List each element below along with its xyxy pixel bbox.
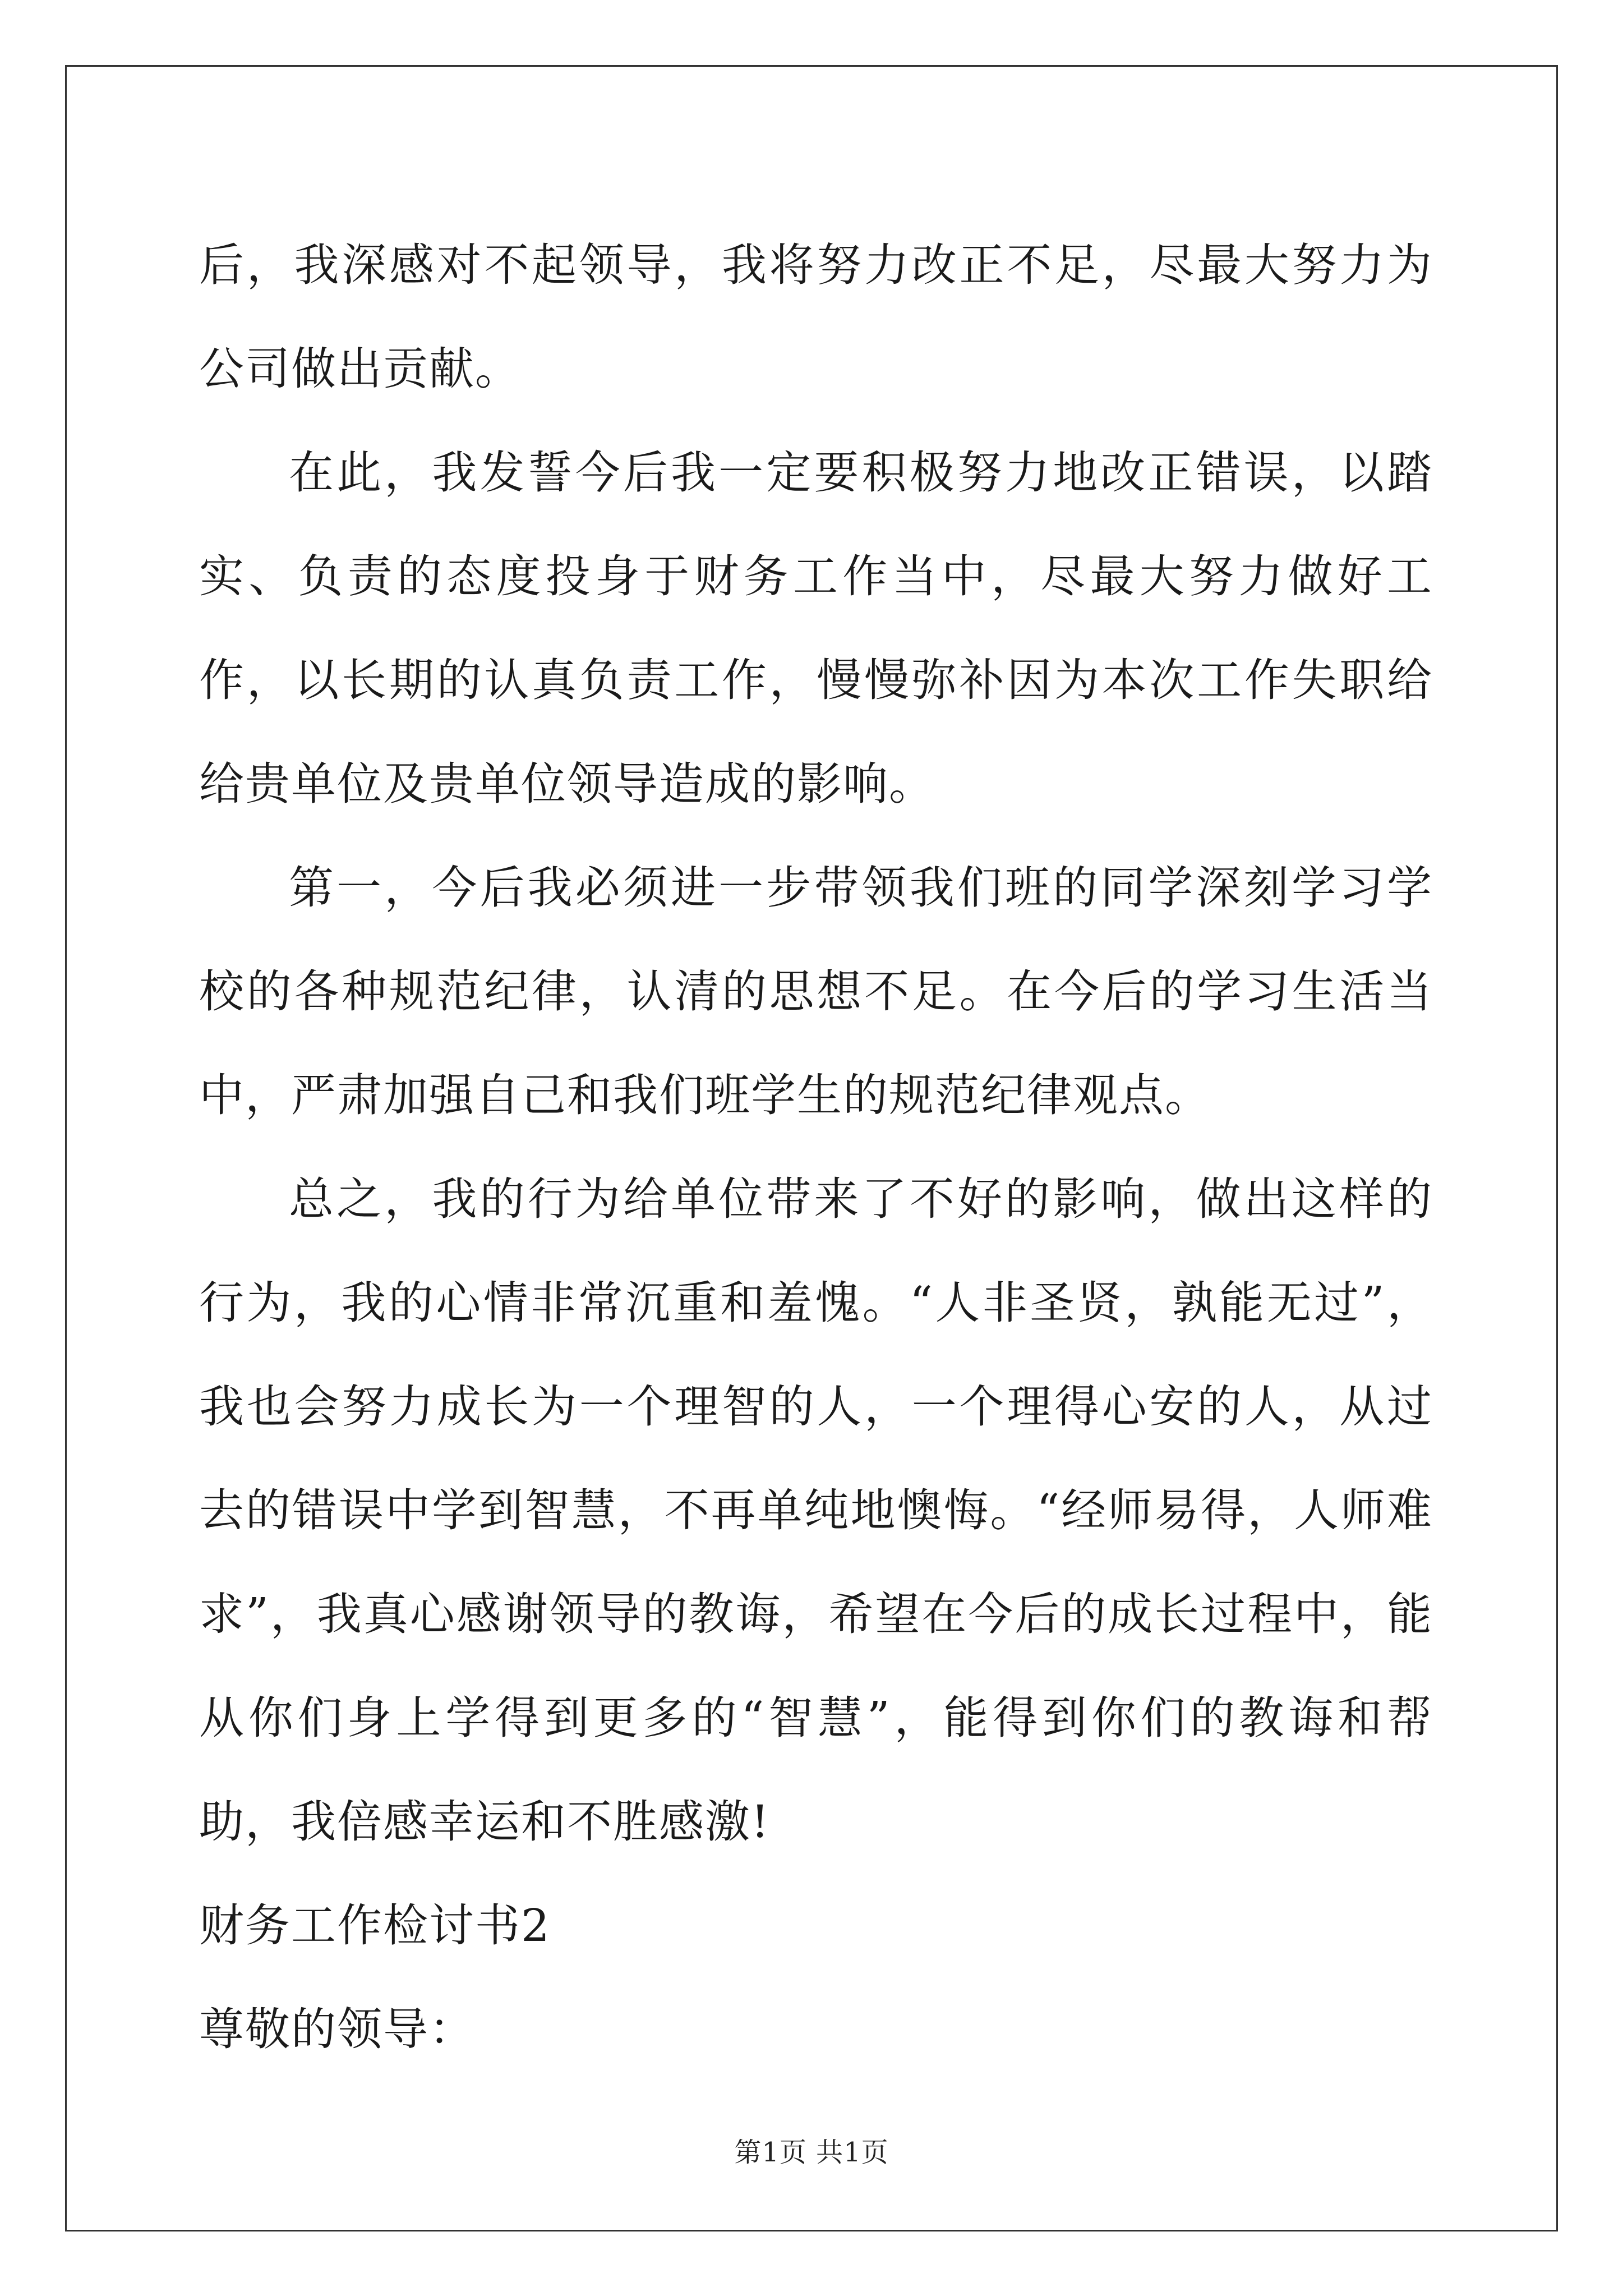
salutation: 尊敬的领导： [199,2003,475,2055]
paragraph-1: 后，我深感对不起领导，我将努力改正不足，尽最大努力为公司做出贡献。 [199,239,1433,395]
section-heading: 财务工作检讨书2 [199,1899,551,1952]
paragraph-3: 第一，今后我必须进一步带领我们班的同学深刻学习学校的各种规范纪律，认清的思想不足。在今后的学习生活当中，严肃加强自己和我们班学生的规范纪律观点。 [199,862,1433,1121]
page-footer: 第1页 共1页 [734,2137,889,2168]
paragraph-2: 在此，我发誓今后我一定要积极努力地改正错误，以踏实、负责的态度投身于财务工作当中，尽最大努力做好工作，以长期的认真负责工作，慢慢弥补因为本次工作失职给给贵单位及贵单位领导造成的影响。 [199,447,1433,810]
paragraph-4: 总之，我的行为给单位带来了不好的影响，做出这样的行为，我的心情非常沉重和羞愧。“人非圣贤，孰能无过”，我也会努力成长为一个理智的人，一个理得心安的人，从过去的错误中学到智慧，不再单纯地懊悔。“经师易得，人师难求”，我真心感谢领导的教诲，希望在今后的成长过程中，能从你们身上学得到更多的“智慧”，能得到你们的教诲和帮助，我倍感幸运和不胜感激! [199,1173,1433,1848]
document-body [199,213,1433,2081]
